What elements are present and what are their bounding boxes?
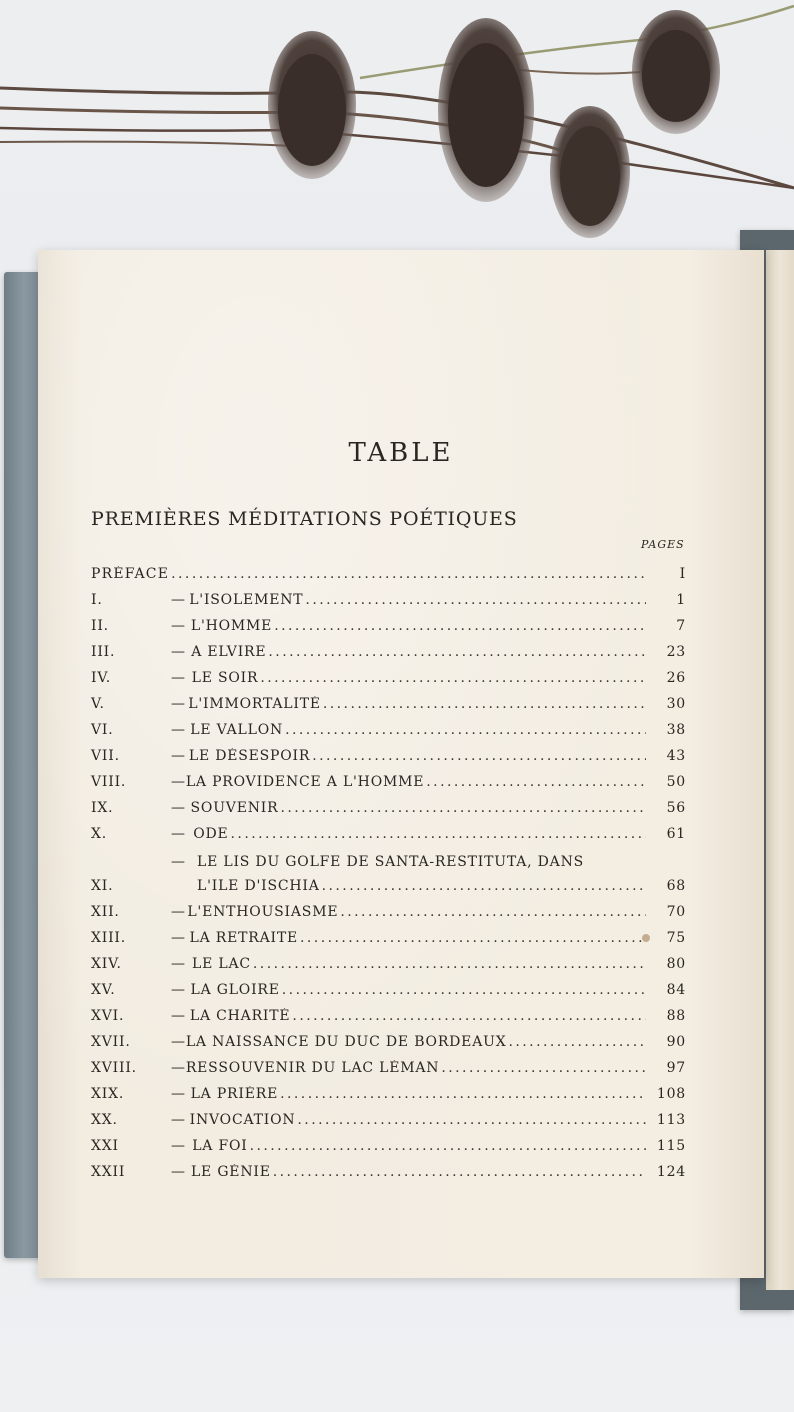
pages-column-label: PAGES (641, 538, 685, 551)
thistle-head-4 (632, 10, 720, 134)
toc-row (91, 766, 686, 792)
dash-separator: — (171, 930, 186, 946)
toc-page-number: 97 (666, 1060, 686, 1076)
toc-page-number: 75 (666, 930, 686, 946)
toc-page-number: 61 (666, 826, 686, 842)
dash-separator: — (171, 748, 186, 764)
toc-entry-title-line-2: L'ILE D'ISCHIA (197, 878, 320, 894)
dot-leader (231, 826, 646, 842)
toc-entry-number: V. (91, 696, 105, 712)
dash-separator: — (171, 1034, 186, 1050)
toc-entry-number: XIV. (91, 956, 122, 972)
toc-entry-number: XII. (91, 904, 120, 920)
book-page (38, 250, 764, 1278)
toc-page-number: 56 (666, 800, 686, 816)
toc-entry-title: RESSOUVENIR DU LAC LÉMAN (185, 1060, 440, 1076)
toc-row (91, 688, 686, 714)
toc-entry-title: LA PRIÈRE (190, 1086, 279, 1102)
toc-page-number: 1 (676, 592, 686, 608)
dried-thistle-stems-image (0, 0, 794, 260)
toc-page-number: I (679, 566, 686, 582)
toc-entry-title: LE DÉSESPOIR (188, 748, 311, 764)
toc-entry-title: LA RETRAITE (189, 930, 298, 946)
dash-separator: — (171, 722, 186, 738)
toc-page-number: 113 (656, 1112, 686, 1128)
toc-page-number: 108 (656, 1086, 686, 1102)
dot-leader (441, 1060, 646, 1076)
toc-page-number: 43 (666, 748, 686, 764)
right-page-edge (766, 250, 794, 1290)
toc-entry-number: II. (91, 618, 109, 634)
toc-page-number: 88 (666, 1008, 686, 1024)
toc-entry-title: LA GLOIRE (190, 982, 280, 998)
toc-entry-title: LE SOIR (191, 670, 259, 686)
toc-page-number: 115 (656, 1138, 686, 1154)
toc-row (91, 1026, 686, 1052)
toc-row (91, 584, 686, 610)
toc-page-number: 30 (666, 696, 686, 712)
toc-entry-title: LA CHARITÉ (189, 1008, 291, 1024)
dash-separator: — (171, 956, 186, 972)
toc-entry-number: I. (91, 592, 103, 608)
dot-leader (297, 1112, 646, 1128)
toc-entry-title: INVOCATION (189, 1112, 296, 1128)
dot-leader (285, 722, 646, 738)
toc-entry-title: LA NAISSANCE DU DUC DE BORDEAUX (185, 1034, 507, 1050)
toc-row (91, 740, 686, 766)
dash-separator: — (171, 1112, 186, 1128)
toc-row (91, 922, 686, 948)
toc-entry-title-line-1: LE LIS DU GOLFE DE SANTA-RESTITUTA, DANS (197, 854, 585, 870)
toc-entry-title: L'IMMORTALITÉ (188, 696, 321, 712)
toc-row-preface (91, 558, 686, 584)
toc-entry-number: VI. (91, 722, 114, 738)
dash-separator: — (171, 670, 186, 686)
dot-leader (253, 956, 646, 972)
toc-row (91, 974, 686, 1000)
dot-leader (250, 1138, 646, 1154)
thistle-head-3 (550, 106, 630, 238)
toc-page-number: 68 (666, 878, 686, 894)
toc-entry-number: XX. (91, 1112, 118, 1128)
toc-row (91, 844, 686, 896)
dash-separator: — (171, 644, 186, 660)
dot-leader (312, 748, 646, 764)
dot-leader (260, 670, 646, 686)
toc-row (91, 896, 686, 922)
toc-entry-title: LE GÉNIE (190, 1164, 271, 1180)
toc-row (91, 1000, 686, 1026)
dot-leader (282, 982, 646, 998)
toc-entry-number: XXII (91, 1164, 126, 1180)
toc-page-number: 23 (666, 644, 686, 660)
dash-separator: — (171, 618, 186, 634)
dash-separator: — (171, 1138, 186, 1154)
toc-entry-title: L'ISOLEMENT (189, 592, 304, 608)
toc-row (91, 1156, 686, 1182)
toc-entry-title: SOUVENIR (190, 800, 279, 816)
dash-separator: — (171, 800, 186, 816)
toc-entry-title: LE VALLON (190, 722, 284, 738)
dot-leader (292, 1008, 646, 1024)
dash-separator: — (171, 1086, 186, 1102)
toc-entry-number: XVII. (91, 1034, 131, 1050)
toc-row (91, 1130, 686, 1156)
toc-entry-number: XXI (91, 1138, 119, 1154)
toc-entry-title: ODE (193, 826, 229, 842)
dash-separator: — (171, 904, 186, 920)
toc-entry-number: XIII. (91, 930, 127, 946)
toc-entry-number: IV. (91, 670, 112, 686)
dash-separator: — (171, 1164, 186, 1180)
toc-entry-number: XVI. (91, 1008, 125, 1024)
toc-row (91, 662, 686, 688)
dot-leader (305, 592, 646, 608)
toc-page-number: 50 (666, 774, 686, 790)
toc-entry-title: LE LAC (192, 956, 251, 972)
toc-entry-title: L'ENTHOUSIASME (187, 904, 339, 920)
toc-entry-number: X. (91, 826, 108, 842)
toc-page-number: 70 (666, 904, 686, 920)
dash-separator: — (171, 826, 186, 842)
toc-page-number: 38 (666, 722, 686, 738)
section-title: PREMIÈRES MÉDITATIONS POÉTIQUES (91, 508, 518, 530)
dash-separator: — (171, 1060, 186, 1076)
toc-entry-number: XV. (91, 982, 116, 998)
toc-row (91, 636, 686, 662)
dot-leader (274, 618, 646, 634)
toc-entry-number: VII. (91, 748, 120, 764)
dot-leader (426, 774, 646, 790)
dot-leader (273, 1164, 646, 1180)
dot-leader (322, 878, 646, 894)
toc-entry-number: XVIII. (91, 1060, 137, 1076)
toc-entry-number: XI. (91, 878, 114, 894)
dash-separator: — (171, 774, 186, 790)
toc-page-number: 90 (666, 1034, 686, 1050)
dot-leader (280, 1086, 646, 1102)
toc-row (91, 610, 686, 636)
dash-separator: — (171, 1008, 186, 1024)
dash-separator: — (171, 592, 186, 608)
toc-row (91, 1078, 686, 1104)
toc-page-number: 84 (666, 982, 686, 998)
toc-page-number: 7 (676, 618, 686, 634)
toc-entry-title: L'HOMME (190, 618, 273, 634)
toc-row (91, 948, 686, 974)
toc-row (91, 1052, 686, 1078)
dash-separator: — (171, 696, 186, 712)
toc-row (91, 818, 686, 844)
toc-entry-title: LA FOI (192, 1138, 248, 1154)
toc-page-number: 124 (656, 1164, 686, 1180)
toc-entry-number: XIX. (91, 1086, 125, 1102)
dash-separator: — (171, 854, 186, 870)
toc-entry-number: VIII. (91, 774, 127, 790)
thistle-head-2 (438, 18, 534, 202)
dot-leader (268, 644, 646, 660)
toc-row (91, 792, 686, 818)
dot-leader (171, 566, 646, 582)
toc-page-number: 26 (666, 670, 686, 686)
toc-entry-title: LA PROVIDENCE A L'HOMME (185, 774, 425, 790)
dash-separator: — (171, 982, 186, 998)
toc-entry-number: III. (91, 644, 116, 660)
toc-entry-title: PRÉFACE (91, 566, 170, 582)
dot-leader (340, 904, 646, 920)
dot-leader (300, 930, 646, 946)
toc-entry-number: IX. (91, 800, 114, 816)
toc-page-number: 80 (666, 956, 686, 972)
table-of-contents (91, 558, 686, 1182)
dot-leader (508, 1034, 646, 1050)
dot-leader (323, 696, 646, 712)
dot-leader (280, 800, 646, 816)
toc-row (91, 714, 686, 740)
toc-entry-title: A ELVIRE (191, 644, 267, 660)
thistle-head-1 (268, 31, 356, 179)
page-title: TABLE (348, 438, 454, 468)
toc-row (91, 1104, 686, 1130)
